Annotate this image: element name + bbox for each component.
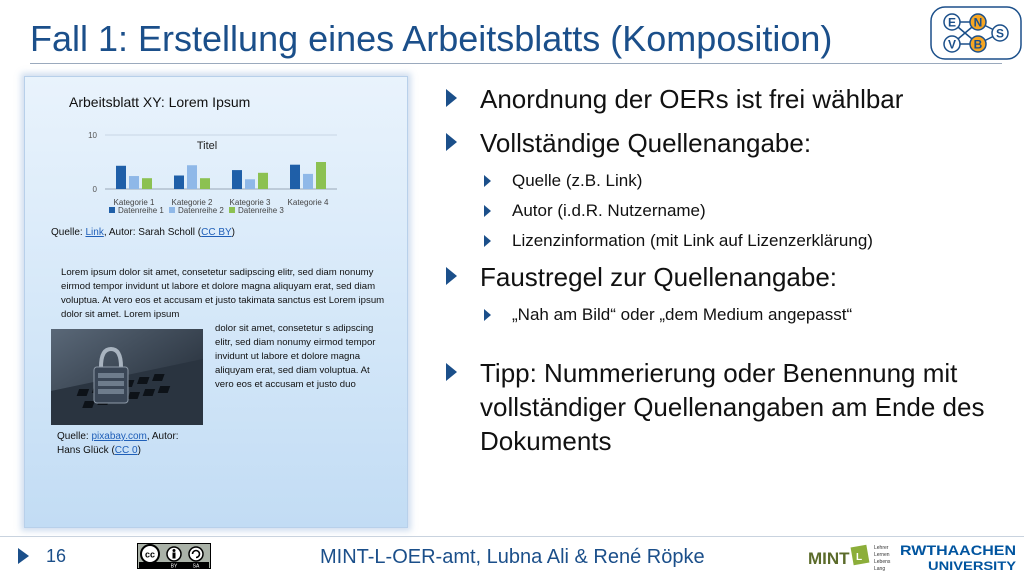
license-link[interactable]: CC BY — [201, 227, 232, 238]
bullet-list — [440, 82, 1010, 468]
mint-sub-4: Lang — [874, 566, 886, 572]
legend-label: Datenreihe 3 — [238, 206, 284, 215]
chart-bar — [200, 178, 210, 189]
logo-letter-e: E — [947, 15, 957, 30]
rwth-sub: UNIVERSITY — [928, 559, 1016, 572]
chart-bar — [187, 165, 197, 189]
bullet-arrow-icon — [446, 267, 457, 285]
chart-bar — [142, 178, 152, 189]
bullet-arrow-icon — [446, 133, 457, 151]
bullet-arrow-icon — [446, 363, 457, 381]
lorem-paragraph: Lorem ipsum dolor sit amet, consetetur sadipscing elitr, sed diam nonumy eirmod tempor invidunt ut labore et dolore magna aliquyam erat, sed diam voluptua. At vero eos et accusam et justo takimata sanctus est Lorem ipsum dolor sit amet. Lorem ipsum — [61, 267, 385, 320]
bullet-spacer — [440, 334, 1010, 356]
pixabay-link[interactable]: pixabay.com — [91, 431, 147, 442]
legend-swatch — [109, 207, 115, 213]
footer-authors: MINT-L-OER-amt, Lubna Ali & René Röpke — [320, 546, 705, 568]
bullet-item — [440, 126, 1010, 160]
chart-bar — [174, 176, 184, 190]
bullet-arrow-icon — [484, 175, 491, 187]
envb-logo — [930, 6, 1022, 60]
worksheet-title: Arbeitsblatt XY: Lorem Ipsum — [69, 94, 251, 110]
rwth-text: RWTHAACHEN — [900, 542, 1016, 558]
source-prefix: Quelle: — [51, 227, 86, 238]
bullet-text: Lizenzinformation (mit Link auf Lizenzerklärung) — [512, 231, 873, 250]
y-tick-label: 0 — [92, 185, 97, 194]
photo-source — [57, 430, 217, 458]
bullet-text: Vollständige Quellenangabe: — [480, 128, 812, 158]
mint-logo-text: MINT — [808, 549, 850, 568]
sub-bullet-item — [440, 200, 1010, 222]
chart-bar — [116, 166, 126, 189]
bullet-item — [440, 260, 1010, 294]
chart-bar — [303, 174, 313, 189]
source-author: , Autor: Sarah Scholl ( — [103, 227, 202, 238]
sub-bullet-item — [440, 230, 1010, 252]
logo-letter-b: B — [973, 37, 983, 52]
chart-source — [51, 227, 235, 238]
mint-sub-1: Lehrer — [874, 545, 889, 551]
mint-sub-3: Lebens — [874, 559, 891, 565]
y-tick-label: 10 — [88, 131, 97, 140]
chart-bar — [232, 170, 242, 189]
worksheet-preview — [24, 76, 408, 528]
logo-letter-n: N — [973, 15, 983, 30]
slide-title: Fall 1: Erstellung eines Arbeitsblatts (Komposition) — [30, 18, 833, 59]
mint-sub-2: Lernen — [874, 552, 890, 558]
legend-swatch — [169, 207, 175, 213]
source-suffix: ) — [231, 227, 236, 238]
by-icon: BY — [170, 563, 178, 569]
logo-letter-v: V — [947, 37, 957, 52]
bullet-item — [440, 82, 1010, 116]
bar-chart — [25, 77, 409, 227]
chart-title: Titel — [196, 140, 218, 152]
x-tick-label: Kategorie 3 — [229, 198, 271, 207]
x-tick-label: Kategorie 1 — [113, 198, 155, 207]
lorem-side-paragraph: dolor sit amet, consetetur s adipscing elitr, sed diam nonumy eirmod tempor invidunt ut labore et dolore magna aliquyam erat, sed diam voluptua. At vero eos et accusam et justo duo — [215, 323, 376, 390]
page-number: 16 — [46, 546, 67, 566]
bullet-text: Faustregel zur Quellenangabe: — [480, 262, 838, 292]
legend-swatch — [229, 207, 235, 213]
photo-author: Hans Glück ( — [57, 445, 115, 456]
chart-bar — [245, 179, 255, 189]
source-link[interactable]: Link — [85, 227, 104, 238]
x-tick-label: Kategorie 4 — [287, 198, 329, 207]
bullet-text: Anordnung der OERs ist frei wählbar — [480, 84, 904, 114]
photo-source-prefix: Quelle: — [57, 431, 92, 442]
chart-bar — [258, 173, 268, 189]
photo-source-mid: , Autor: — [146, 431, 179, 442]
chart-bar — [129, 176, 139, 189]
cc0-link[interactable]: CC 0 — [114, 445, 138, 456]
x-tick-label: Kategorie 2 — [171, 198, 213, 207]
rwth-logo — [900, 540, 1018, 572]
bullet-arrow-icon — [484, 309, 491, 321]
bullet-arrow-icon — [484, 205, 491, 217]
title-divider — [30, 63, 1002, 64]
chart-bar — [290, 165, 300, 189]
page-arrow-icon — [18, 548, 29, 564]
legend-label: Datenreihe 2 — [178, 206, 224, 215]
photo-source-suffix: ) — [137, 445, 141, 456]
cc-icon: cc — [144, 549, 156, 560]
bullet-text: Tipp: Nummerierung oder Benennung mit vollständiger Quellenangaben am Ende des Dokuments — [480, 358, 985, 456]
laptop-lock-photo — [51, 329, 203, 425]
legend-label: Datenreihe 1 — [118, 206, 164, 215]
chart-bar — [316, 162, 326, 189]
bullet-text: „Nah am Bild“ oder „dem Medium angepasst“ — [512, 305, 853, 324]
logo-letter-s: S — [995, 26, 1005, 41]
bullet-arrow-icon — [446, 89, 457, 107]
bullet-item — [440, 356, 1010, 458]
cc-by-sa-badge — [137, 543, 211, 569]
bullet-arrow-icon — [484, 235, 491, 247]
sa-icon: SA — [192, 563, 200, 569]
sub-bullet-item — [440, 304, 1010, 326]
svg-text:L: L — [856, 552, 863, 563]
bullet-text: Autor (i.d.R. Nutzername) — [512, 201, 706, 220]
mint-logo — [808, 540, 894, 572]
sub-bullet-item — [440, 170, 1010, 192]
footer-divider — [0, 536, 1024, 537]
bullet-text: Quelle (z.B. Link) — [512, 171, 643, 190]
